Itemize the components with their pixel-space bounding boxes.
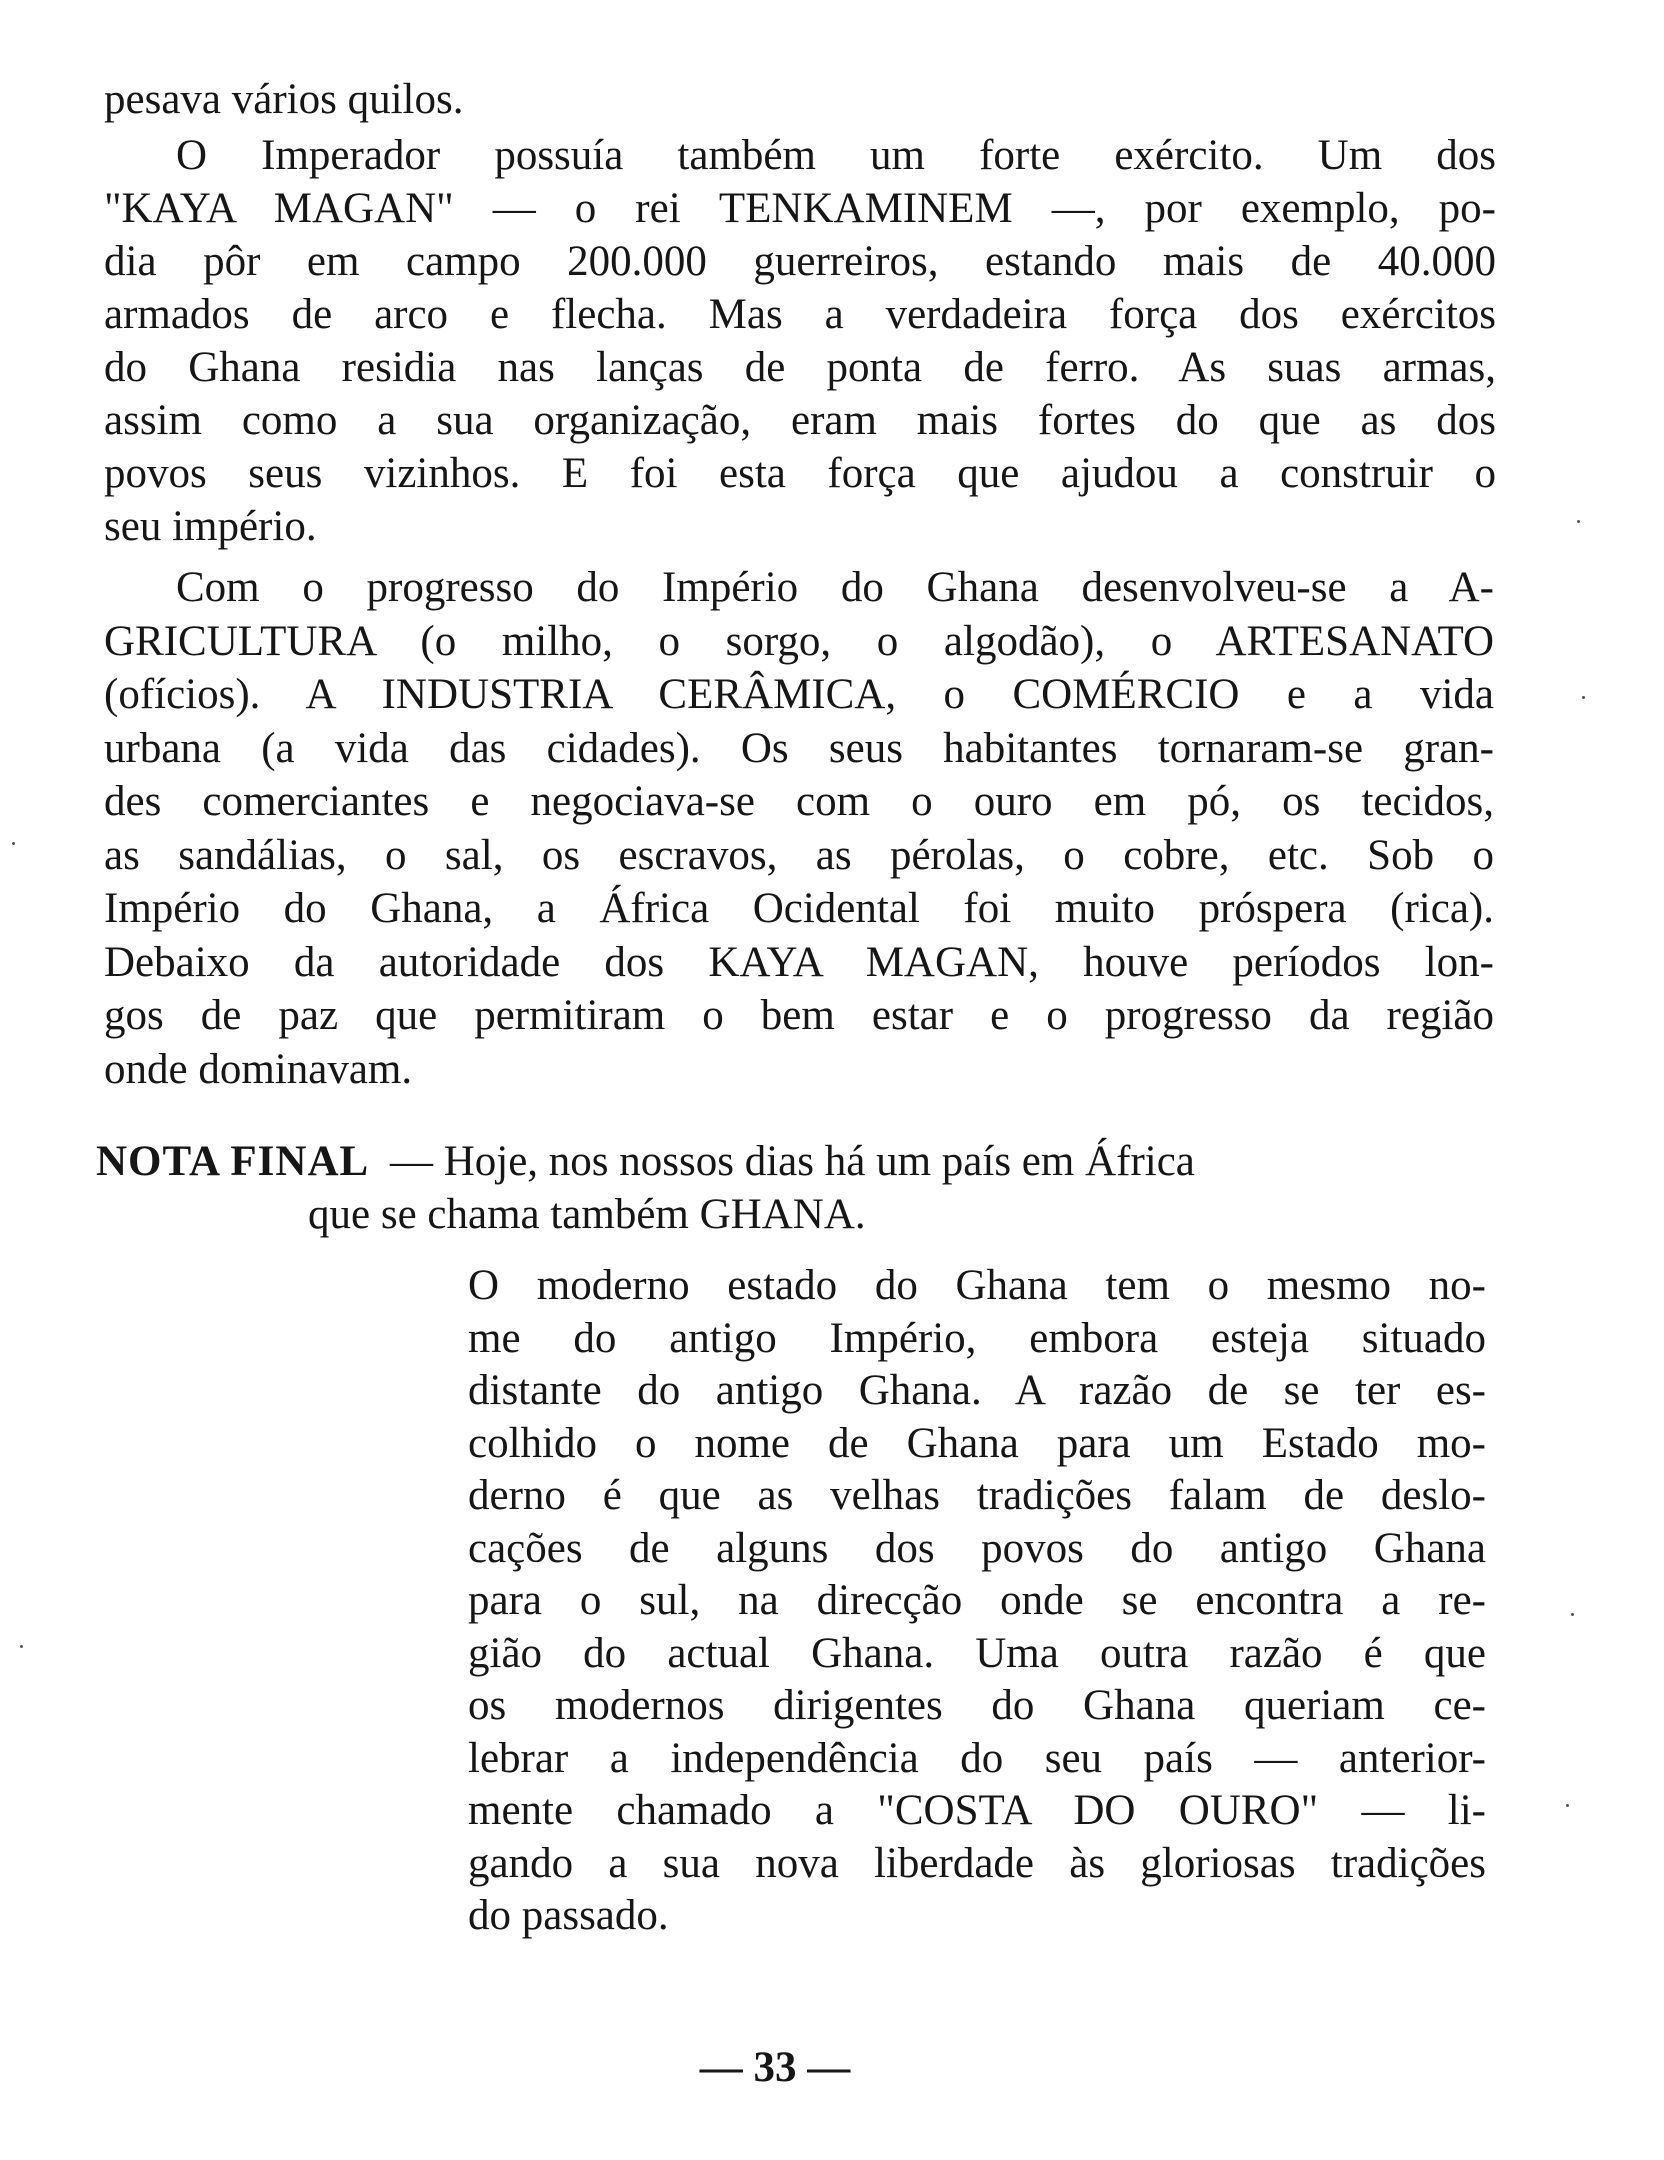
text-line: cações de alguns dos povos do antigo Ghana	[468, 1524, 1486, 1572]
scan-speck	[12, 842, 15, 845]
scan-speck	[1566, 1804, 1569, 1807]
text-line: derno é que as velhas tradições falam de deslo-	[468, 1472, 1486, 1519]
nota-final-label: NOTA FINAL	[96, 1138, 370, 1185]
text-line: do Ghana residia nas lanças de ponta de ferro. As suas armas,	[104, 344, 1496, 391]
text-line: Com o progresso do Império do Ghana desenvolveu-se a A-	[176, 564, 1494, 611]
text-line: onde dominavam.	[104, 1045, 413, 1093]
text-line: os modernos dirigentes do Ghana queriam ce-	[468, 1682, 1486, 1729]
text-line: me do antigo Império, embora esteja situado	[468, 1314, 1486, 1362]
text-line: assim como a sua organização, eram mais fortes do que as dos	[104, 397, 1496, 444]
text-line: gando a sua nova liberdade às gloriosas tradições	[468, 1839, 1486, 1887]
text-line: gião do actual Ghana. Uma outra razão é que	[468, 1629, 1486, 1677]
text-line: colhido o nome de Ghana para um Estado mo-	[468, 1419, 1486, 1467]
scan-speck	[1582, 696, 1585, 699]
text-line: lebrar a independência do seu país — anterior-	[468, 1734, 1486, 1782]
text-line: O Imperador possuía também um forte exército. Um dos	[176, 132, 1496, 179]
text-line: Império do Ghana, a África Ocidental foi muito próspera (rica).	[104, 885, 1494, 932]
text-line: gos de paz que permitiram o bem estar e o progresso da região	[104, 992, 1494, 1039]
page-number: — 33 —	[699, 2044, 851, 2091]
text-line: GRICULTURA (o milho, o sorgo, o algodão), o ARTESANATO	[104, 617, 1494, 665]
text-line: para o sul, na direcção onde se encontra a re-	[468, 1577, 1486, 1624]
nota-final-second-line: que se chama também GHANA.	[308, 1191, 866, 1238]
text-line: O moderno estado do Ghana tem o mesmo no-	[468, 1262, 1486, 1309]
scan-speck	[1577, 520, 1580, 523]
text-line: Debaixo da autoridade dos KAYA MAGAN, houve períodos lon-	[104, 938, 1494, 986]
text-line: do passado.	[468, 1892, 669, 1939]
text-line: des comerciantes e negociava-se com o ouro em pó, os tecidos,	[104, 778, 1494, 825]
text-line: (ofícios). A INDUSTRIA CERÂMICA, o COMÉRCIO e a vida	[104, 671, 1494, 718]
text-line: "KAYA MAGAN" — o rei TENKAMINEM —, por exemplo, po-	[104, 185, 1496, 232]
nota-final-first-line-rest: — Hoje, nos nossos dias há um país em África	[389, 1138, 1195, 1185]
text-line: dia pôr em campo 200.000 guerreiros, estando mais de 40.000	[104, 238, 1496, 285]
scan-speck	[20, 1645, 23, 1648]
text-line: seu império.	[104, 503, 317, 550]
text-line: mente chamado a "COSTA DO OURO" — li-	[468, 1787, 1486, 1834]
text-line: povos seus vizinhos. E foi esta força que ajudou a construir o	[104, 450, 1496, 497]
text-line: armados de arco e flecha. Mas a verdadeira força dos exércitos	[104, 291, 1496, 338]
scan-speck	[1571, 1613, 1574, 1616]
text-line: distante do antigo Ghana. A razão de se ter es-	[468, 1367, 1486, 1414]
text-line: as sandálias, o sal, os escravos, as pérolas, o cobre, etc. Sob o	[104, 831, 1494, 879]
top-fragment-line: pesava vários quilos.	[104, 76, 464, 123]
text-line: urbana (a vida das cidades). Os seus habitantes tornaram-se gran-	[104, 724, 1494, 772]
nota-final-first-line	[96, 1134, 1488, 1190]
